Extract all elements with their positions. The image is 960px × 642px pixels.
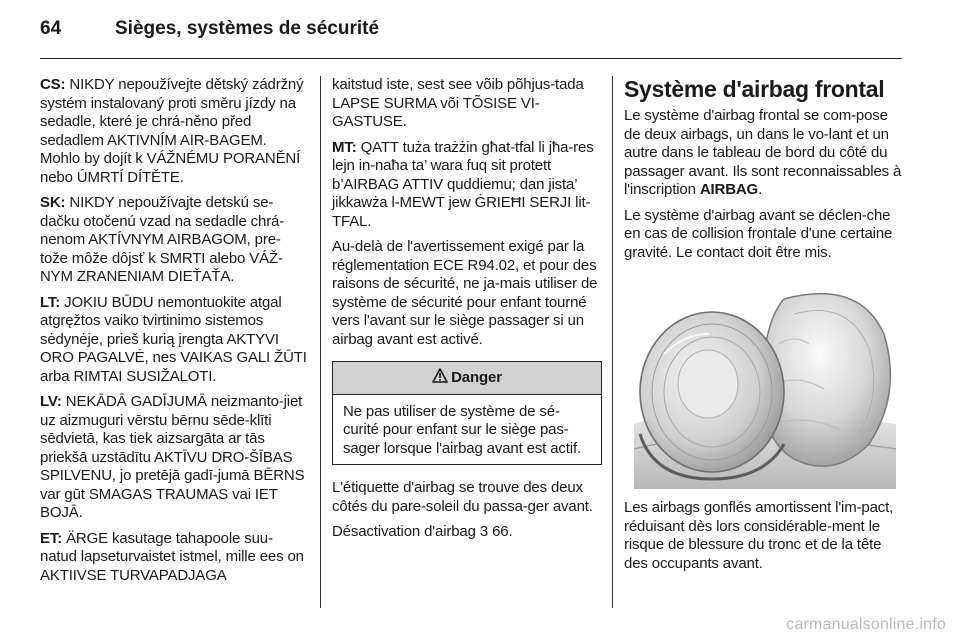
warning-text: JOKIU BŪDU nemontuokite atgal atgręžtos vaiko tvirtinimo sistemos sėdynėje, prieš kurią įrengta AKTYVI ORO PAGALVĖ, nes VAIKAS GALI ŽŪTI arba RIMTAI SUSIŽALOTI. (40, 293, 307, 385)
danger-box (332, 361, 602, 465)
column-2 (332, 76, 602, 549)
deployment-paragraph: Le système d'airbag avant se déclen-che en cas de collision frontale d'une certaine gravité. Le contact doit être mis. (624, 206, 893, 261)
danger-text: Ne pas utiliser de système de sé-curité pour enfant sur le siège pas-sager lorsque l'airbag avant est actif. (343, 402, 581, 457)
deactivation-reference (332, 523, 602, 542)
closing-paragraph: Les airbags gonflés amortissent l'im-pact, réduisant dès lors considérable-ment le risque de blessure du tronc et de la tête des occupants avant. (624, 499, 894, 572)
lang-code: CS: (40, 76, 66, 93)
page-ref-symbol: 3 (479, 523, 489, 540)
lang-code: ET: (40, 529, 63, 547)
deactivation-text: Désactivation d'airbag (332, 523, 476, 540)
warning-et-continuation: kaitstud iste, sest see võib põhjus-tada LAPSE SURMA või TÕSISE VI-GASTUSE. (332, 76, 584, 130)
lang-code: MT: (332, 138, 357, 156)
airbag-inscription: AIRBAG (699, 181, 759, 198)
warning-mt (332, 139, 602, 232)
column-divider (320, 76, 321, 608)
warning-sk (40, 194, 308, 287)
lang-code: SK: (40, 194, 66, 211)
page-number: 64 (40, 18, 62, 39)
regulation-paragraph: Au-delà de l'avertissement exigé par la réglementation ECE R94.02, et pour des raisons de sécurité, ne ja-mais utiliser de système de sécurité pour enfant tourné vers l'avant sur le siège passager si un airbag avant est activé. (332, 238, 598, 348)
page-title: Sièges, systèmes de sécurité (115, 18, 380, 39)
column-divider (612, 76, 613, 608)
lang-code: LV: (40, 393, 62, 410)
danger-header (333, 362, 601, 395)
warning-text: NIKDY nepoužívajte detskú se-dačku otočenú vzad na sedadle chrá-nenom AKTÍVNYM AIRBAGOM, pre-tože môže dôjsť k SMRTI alebo VÁŽ-NYM ZRANENIAM DIEŤAŤA. (40, 194, 285, 285)
warning-triangle-icon (432, 368, 448, 389)
warning-text: NEKĀDĀ GADĪJUMĀ neizmanto-jiet uz aizmuguri vērstu bērnu sēde-klīti sēdvietā, kas tiek aizsargāta ar tās priekšā uzstādītu AKTĪVU DRO-ŠĪBAS SPILVENU, jo pretējā gadī-jumā BĒRNS var gūt SMAGAS TRAUMAS vai IET BOJĀ. (40, 393, 305, 521)
warning-text: QATT tużа trażżin għat-tfal li jħa-res lejn in-naħa ta’ wara fuq sit protett b’AIRBAG ATTIV quddiemu; dan jista’ jikkawża l-MEWT jew ĠRIEĦI SERJI lit-TFAL. (332, 138, 594, 230)
danger-title: Danger (451, 369, 502, 386)
warning-lv (40, 393, 308, 523)
lang-code: LT: (40, 293, 61, 311)
column-3 (624, 76, 906, 580)
warning-cs (40, 76, 308, 187)
intro-paragraph: Le système d'airbag frontal se com-pose de deux airbags, un dans le vo-lant et un autre dans le tableau de bord du côté du passager avant. Ils sont reconnaissables à l'inscription AIRBAG. (624, 107, 902, 198)
header-rule (40, 58, 902, 59)
inflated-airbags-illustration-icon (634, 274, 896, 489)
page-reference-link[interactable] (480, 523, 513, 540)
warning-text: NIKDY nepoužívejte dětský zádržný systém instalovaný proti směru jízdy na sedadle, které je chrá-něno před sedadlem AKTIVNÍM AIR-BAGEM. Mohlo by dojít k VÁŽNÉMU PORANĚNÍ nebo ÚMRTÍ DÍTĚTE. (40, 76, 304, 186)
page-ref-number: 66. (492, 523, 513, 540)
warning-et (40, 530, 308, 586)
watermark: carmanualsonline.info (786, 616, 946, 633)
section-heading: Système d'airbag frontal (624, 76, 885, 102)
warning-text: ÄRGE kasutage tahapoole suu-natud lapseturvaistet istmel, mille ees on AKTIIVSE TURVAPADJAGA (40, 529, 304, 584)
label-location-paragraph: L'étiquette d'airbag se trouve des deux côtés du pare-soleil du passa-ger avant. (332, 479, 593, 515)
column-1 (40, 76, 308, 592)
warning-lt (40, 294, 308, 387)
